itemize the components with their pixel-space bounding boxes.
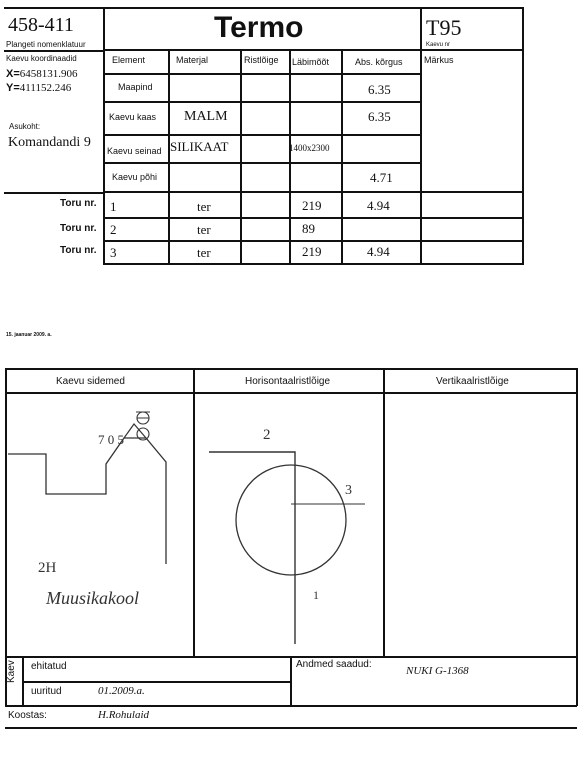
row-element: Maapind [118,82,153,92]
horizontal-section-sketch [195,394,383,656]
well-code-caption: Kaevu nr [426,42,451,48]
pipe-diameter: 219 [302,198,322,213]
compiler-value: H.Rohulaid [98,709,150,721]
y-label: Y= [6,82,20,94]
row-material: SILIKAAT [170,139,229,154]
col-connections: Kaevu sidemed [56,376,125,387]
col-element: Element [112,55,146,65]
col-vertical-section: Vertikaalristlõige [436,376,509,387]
address-label: Asukoht: [9,122,41,131]
pipe-material: ter [197,222,211,237]
pipe-label: Toru nr. [60,198,97,209]
pipe-height: 4.94 [367,198,390,213]
pipe-label: Toru nr. [60,223,97,234]
x-value: 6458131.906 [19,68,78,80]
row-height: 6.35 [368,82,391,97]
sketch-2h-label: 2H [38,560,57,576]
well-code: T95 [426,15,462,40]
col-diameter: Läbimõõt [292,57,330,67]
pipe-material: ter [197,199,211,214]
row-diameter: 1400x2300 [289,143,330,153]
pipe-material: ter [197,245,211,260]
col-height: Abs. kõrgus [355,57,403,67]
pipe-height: 4.94 [367,244,390,259]
pipe-diameter: 219 [302,244,322,259]
row-element: Kaevu kaas [109,112,157,122]
surveyed-value: 01.2009.a. [98,685,145,697]
col-horizontal-section: Horisontaalristlõige [245,376,331,387]
pipe-diameter: 89 [302,221,315,236]
coords-label: Kaevu koordinaadid [6,54,77,63]
row-material: MALM [184,109,228,124]
document-title: Termo [214,11,304,44]
pipe-label: Toru nr. [60,245,97,256]
col-remark: Märkus [424,55,454,65]
connections-sketch [6,394,193,656]
source-value: NUKI G-1368 [406,665,469,677]
sketch-ring-label: 7 0 5 [98,432,124,447]
sheet-number: 458-411 [8,14,74,36]
sheet-number-caption: Plangeti nomenklatuur [6,40,86,49]
sketch-num-2: 2 [263,427,271,443]
x-label: X= [6,68,20,80]
col-material: Materjal [176,55,209,65]
address-value: Komandandi 9 [8,135,91,150]
source-label: Andmed saadud: [296,659,372,670]
row-element: Kaevu põhi [112,172,158,182]
surveyed-label: uuritud [31,686,62,697]
row-height: 6.35 [368,109,391,124]
pipe-nr: 2 [110,222,117,237]
sketch-school-label: Muusikakool [46,588,139,608]
row-height: 4.71 [370,170,393,185]
compiler-label: Koostas: [8,710,47,721]
built-label: ehitatud [31,661,67,672]
date-stamp: 15. jaanuar 2009. a. [6,332,52,338]
sketch-num-1: 1 [313,588,319,602]
y-value: 411152.246 [19,82,72,94]
pipe-nr: 1 [110,199,117,214]
col-cross: Ristlõige [244,55,279,65]
row-element: Kaevu seinad [107,146,162,156]
pipe-nr: 3 [110,245,117,260]
sketch-num-3: 3 [345,483,352,498]
well-side-label: Kaev [6,660,17,683]
